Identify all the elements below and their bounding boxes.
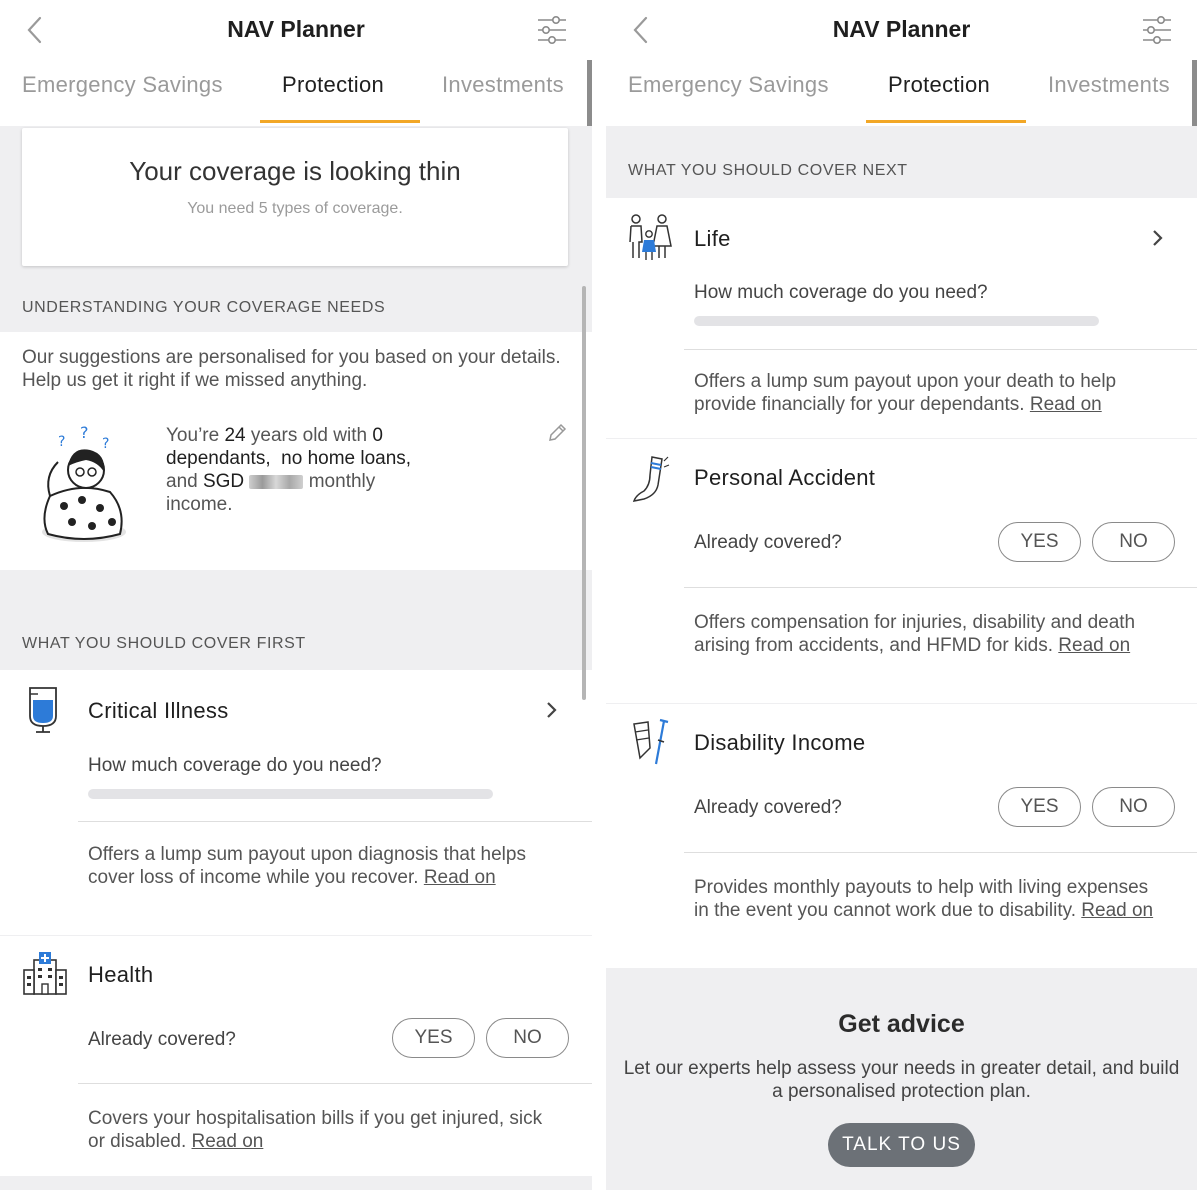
tab-protection[interactable]: Protection xyxy=(888,72,991,97)
understanding-intro: Our suggestions are personalised for you based on your details. Help us get it right if we missed anything. xyxy=(22,347,561,391)
coverage-subtext: You need 5 types of coverage. xyxy=(187,200,403,217)
already-covered-question: Already covered? xyxy=(88,1029,236,1050)
row-divider xyxy=(78,821,592,822)
active-tab-indicator xyxy=(866,120,1026,123)
profile-text: You’re xyxy=(166,425,225,446)
row-divider xyxy=(684,349,1197,350)
profile-text: years old with xyxy=(245,425,373,446)
tab-emergency-savings[interactable]: Emergency Savings xyxy=(628,72,829,97)
disability-income-title: Disability Income xyxy=(694,730,866,755)
tab-bar xyxy=(0,60,592,126)
hospital-building-icon xyxy=(22,950,68,996)
description-text: Offers a lump sum payout upon your death to help provide financially for your dependants. xyxy=(694,371,1117,415)
critical-illness-title[interactable]: Critical Illness xyxy=(88,698,229,723)
left-screen xyxy=(0,0,592,1190)
row-divider xyxy=(78,1083,592,1084)
read-on-link[interactable]: Read on xyxy=(1058,635,1131,656)
disability-income-description xyxy=(694,876,1164,922)
no-button[interactable]: NO xyxy=(1092,787,1175,827)
tab-bar xyxy=(606,60,1197,126)
coverage-question: How much coverage do you need? xyxy=(88,755,382,776)
life-row xyxy=(606,198,1197,438)
personal-accident-row xyxy=(606,439,1197,703)
profile-summary xyxy=(166,424,456,516)
personal-accident-title: Personal Accident xyxy=(694,465,876,490)
coverage-summary-card xyxy=(22,128,568,266)
page-title: NAV Planner xyxy=(832,16,971,42)
description-text: Provides monthly payouts to help with living expenses in the event you cannot work due to disability. xyxy=(694,877,1149,921)
get-advice-heading: Get advice xyxy=(838,1010,965,1038)
chevron-right-icon[interactable] xyxy=(545,700,559,720)
dependants-value: 0 xyxy=(372,425,383,446)
no-button[interactable]: NO xyxy=(1092,522,1175,562)
redacted-income xyxy=(249,475,303,489)
no-button[interactable]: NO xyxy=(486,1018,569,1058)
yes-button[interactable]: YES xyxy=(998,787,1081,827)
iv-drip-icon xyxy=(24,686,62,734)
description-text: Offers a lump sum payout upon diagnosis that helps cover loss of income while you recover. xyxy=(88,844,526,888)
filter-sliders-icon[interactable] xyxy=(536,14,568,46)
health-description xyxy=(88,1107,558,1153)
tab-emergency-savings[interactable]: Emergency Savings xyxy=(22,72,223,97)
profile-text: income. xyxy=(166,494,233,515)
coverage-progress-bar xyxy=(88,789,493,799)
life-description xyxy=(694,370,1164,416)
already-covered-question: Already covered? xyxy=(694,797,842,818)
edit-pencil-icon[interactable] xyxy=(546,422,568,444)
yes-button[interactable]: YES xyxy=(392,1018,475,1058)
crutch-and-cast-icon xyxy=(630,718,672,768)
header xyxy=(606,0,1197,60)
tab-scroll-indicator xyxy=(1192,60,1197,126)
filter-sliders-icon[interactable] xyxy=(1141,14,1173,46)
header xyxy=(0,0,592,60)
active-tab-indicator xyxy=(260,120,420,123)
profile-text: and xyxy=(166,471,203,492)
profile-text: monthly xyxy=(308,471,376,492)
chevron-right-icon[interactable] xyxy=(1151,228,1165,248)
svg-text:?: ? xyxy=(58,434,66,450)
yes-button[interactable]: YES xyxy=(998,522,1081,562)
page-title: NAV Planner xyxy=(227,16,365,42)
tab-investments[interactable]: Investments xyxy=(442,72,564,97)
svg-text:?: ? xyxy=(80,423,89,442)
coverage-question: How much coverage do you need? xyxy=(694,282,988,303)
dependants-label: dependants, xyxy=(166,448,271,469)
injured-leg-icon xyxy=(630,455,670,503)
read-on-link[interactable]: Read on xyxy=(1029,394,1102,415)
description-text: Covers your hospitalisation bills if you get injured, sick or disabled. xyxy=(88,1108,543,1152)
tab-protection[interactable]: Protection xyxy=(282,72,385,97)
age-value: 24 xyxy=(224,425,246,446)
already-covered-question: Already covered? xyxy=(694,532,842,553)
screen-divider xyxy=(592,0,606,1190)
section-label-cover-next: WHAT YOU SHOULD COVER NEXT xyxy=(628,162,908,179)
right-screen xyxy=(606,0,1197,1190)
vertical-scrollbar[interactable] xyxy=(582,286,586,700)
currency-label: SGD xyxy=(202,471,245,492)
disability-income-row xyxy=(606,704,1197,968)
coverage-progress-bar xyxy=(694,316,1099,326)
tab-investments[interactable]: Investments xyxy=(1048,72,1170,97)
section-label-cover-first: WHAT YOU SHOULD COVER FIRST xyxy=(22,635,306,652)
personal-accident-description xyxy=(694,611,1164,657)
section-label-understanding: UNDERSTANDING YOUR COVERAGE NEEDS xyxy=(22,299,386,316)
svg-text:?: ? xyxy=(102,436,110,452)
read-on-link[interactable]: Read on xyxy=(423,867,496,888)
read-on-link[interactable]: Read on xyxy=(1081,900,1154,921)
understanding-panel xyxy=(0,332,592,570)
confused-person-illustration-icon xyxy=(28,422,132,548)
critical-illness-row xyxy=(0,670,592,935)
coverage-heading: Your coverage is looking thin xyxy=(129,156,461,186)
critical-illness-description xyxy=(88,843,558,889)
row-divider xyxy=(684,587,1197,588)
health-row xyxy=(0,936,592,1176)
row-divider xyxy=(684,852,1197,853)
family-icon xyxy=(626,212,674,262)
description-text: Offers compensation for injuries, disability and death arising from accidents, and HFMD for kids. xyxy=(694,612,1136,656)
life-title[interactable]: Life xyxy=(694,226,731,251)
home-loans-value: no home loans, xyxy=(281,448,412,469)
get-advice-text: Let our experts help assess your needs in greater detail, and build a personalised protection plan. xyxy=(623,1058,1180,1102)
read-on-link[interactable]: Read on xyxy=(191,1131,264,1152)
talk-to-us-button[interactable]: TALK TO US xyxy=(828,1123,975,1167)
health-title: Health xyxy=(88,962,154,987)
